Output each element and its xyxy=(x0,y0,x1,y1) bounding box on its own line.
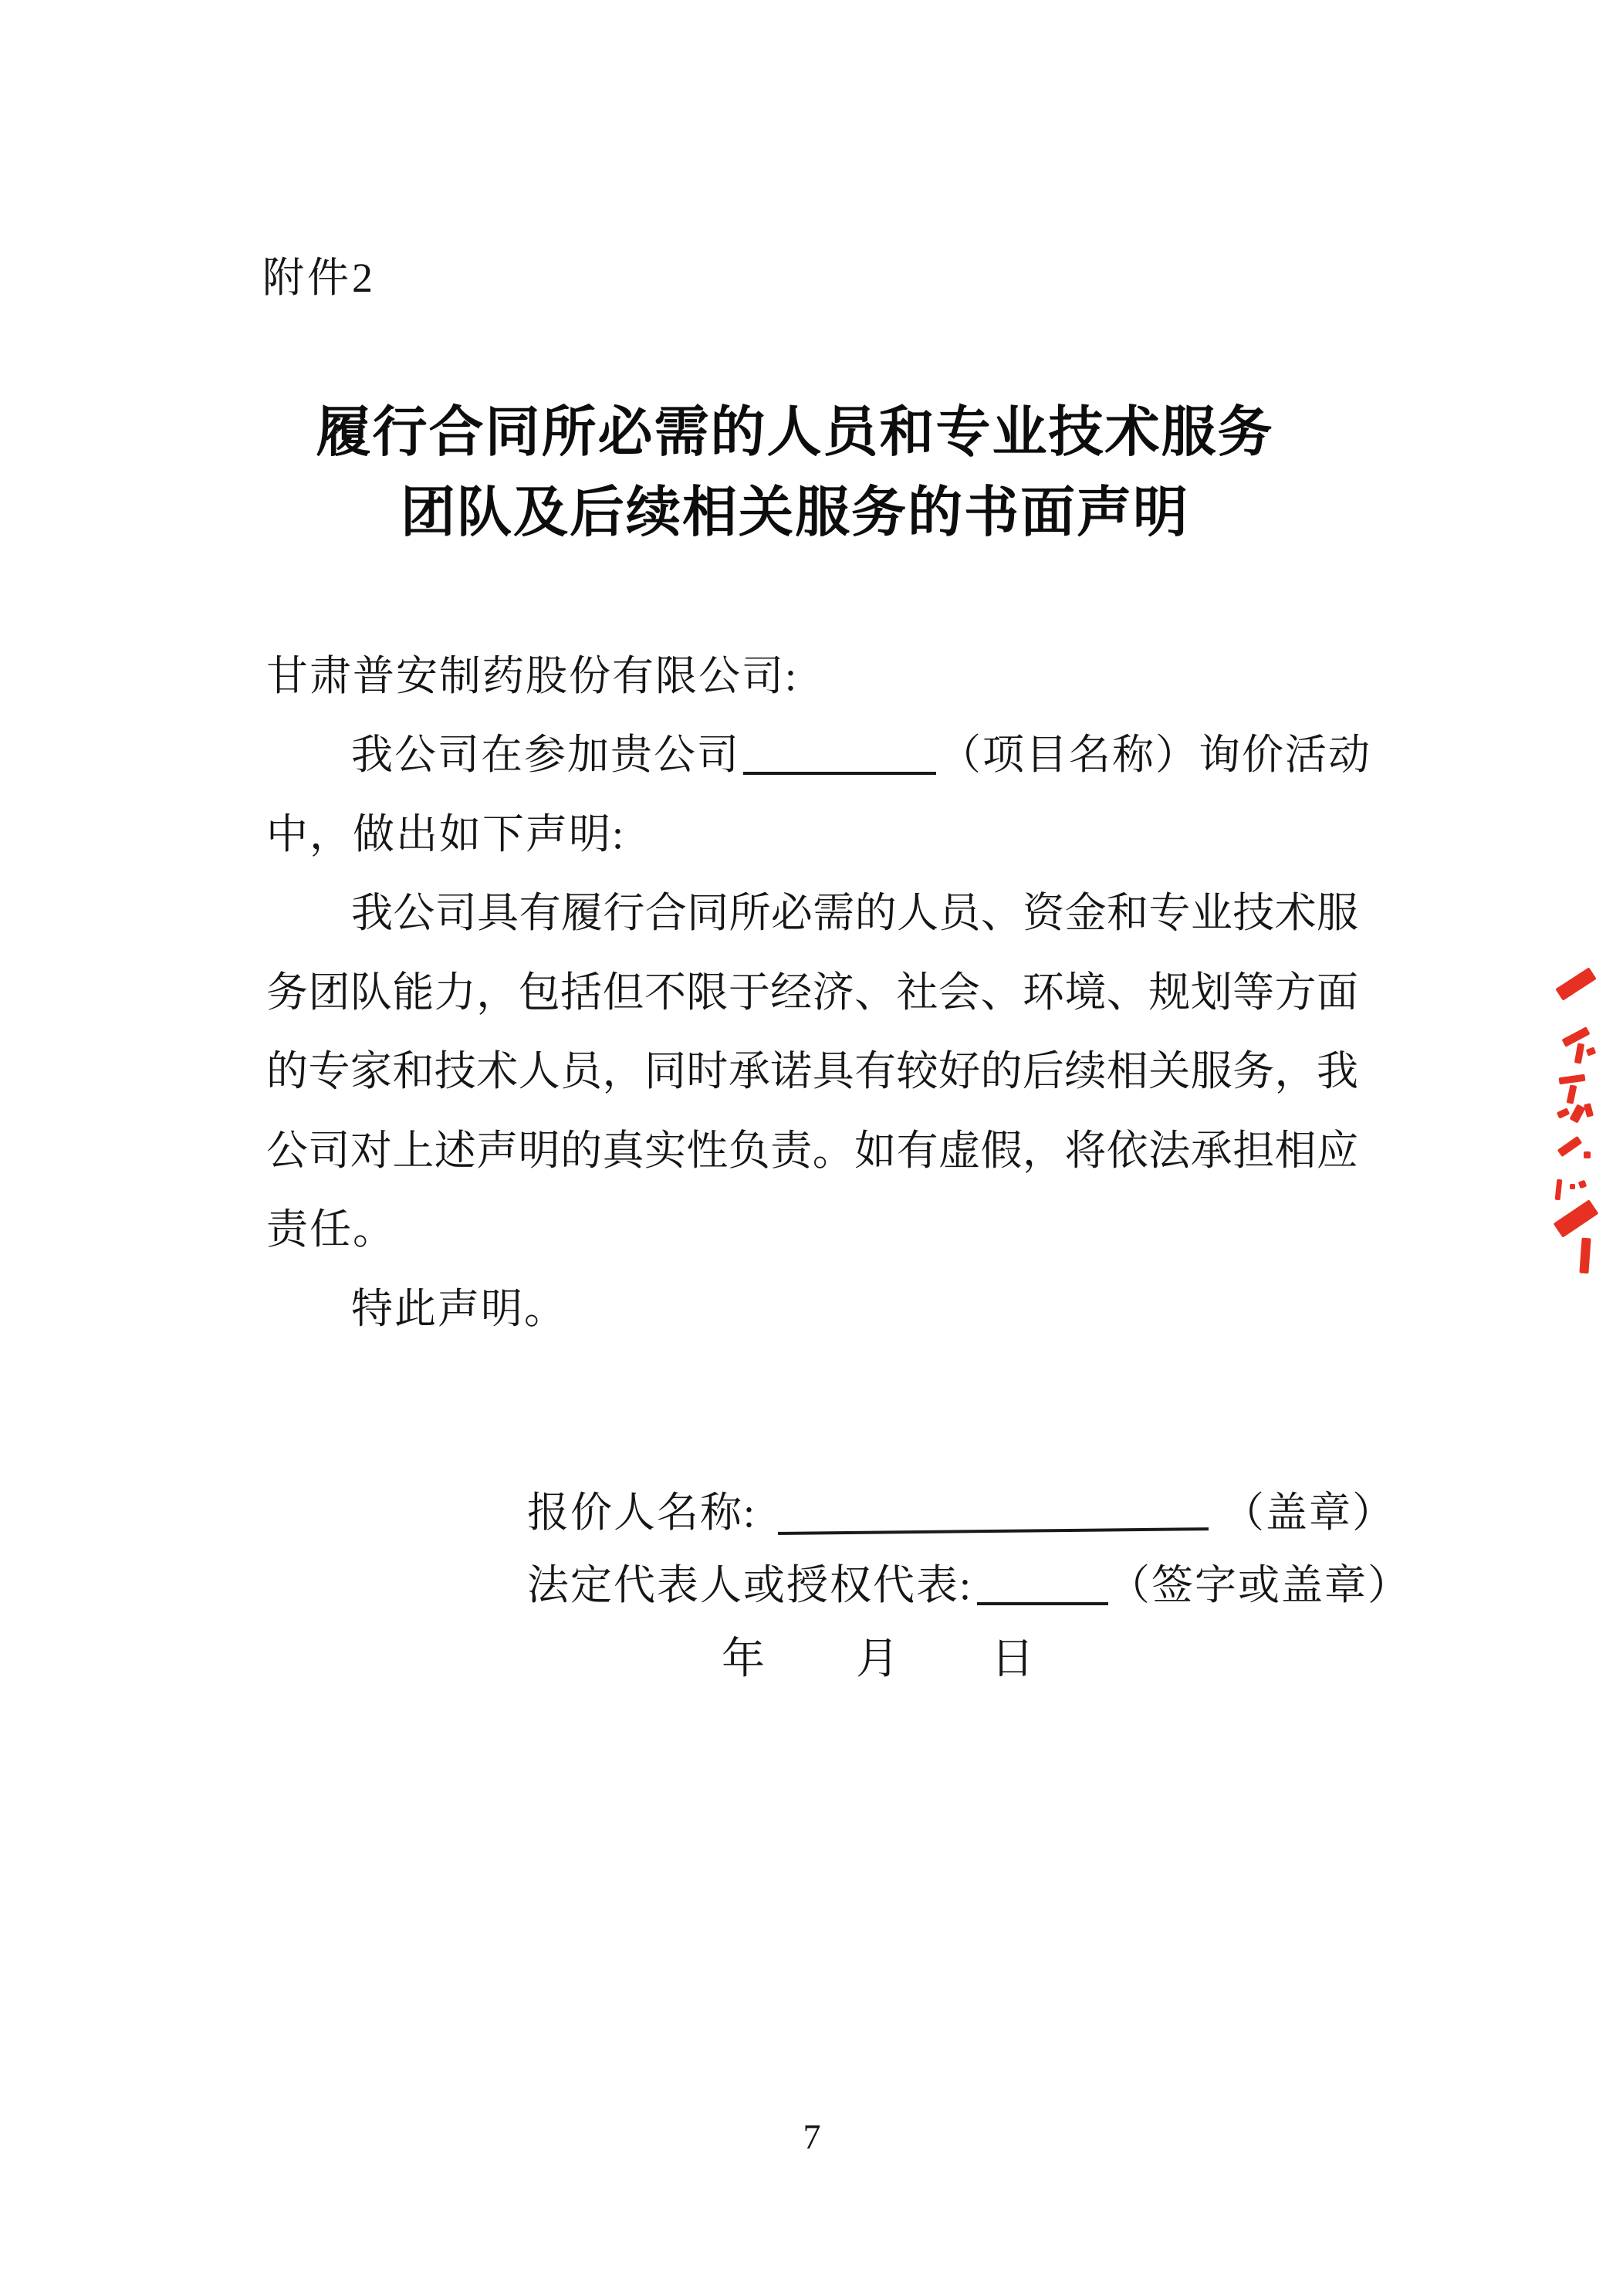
body-paragraph-line: 的专家和技术人员，同时承诺具有较好的后续相关服务，我 xyxy=(266,1048,1358,1094)
body-line-project-pre: 我公司在参加贵公司 xyxy=(351,732,740,778)
seal-stroke xyxy=(1584,1103,1594,1118)
seal-stroke xyxy=(1555,967,1596,1000)
seal-stroke xyxy=(1586,1047,1596,1056)
bidder-name-label: 报价人名称: xyxy=(527,1490,757,1536)
representative-label: 法定代表人或授权代表: xyxy=(527,1562,973,1608)
attachment-label: 附件2 xyxy=(262,255,376,301)
closing-statement: 特此声明。 xyxy=(351,1286,567,1332)
signature-bidder-line xyxy=(527,1490,1395,1536)
blank-underline-representative xyxy=(977,1599,1108,1605)
page-number: 7 xyxy=(803,2117,821,2156)
body-line-project xyxy=(266,732,1371,778)
salutation: 甘肃普安制药股份有限公司: xyxy=(266,653,799,699)
seal-stroke xyxy=(1567,1084,1577,1104)
body-paragraph-line: 我公司具有履行合同所必需的人员、资金和专业技术服 xyxy=(351,890,1358,936)
seal-stroke xyxy=(1579,1238,1591,1274)
seal-stroke xyxy=(1570,1104,1586,1123)
seal-stroke xyxy=(1578,1180,1587,1189)
date-year-label: 年 xyxy=(722,1635,765,1683)
red-seal-fragment-icon xyxy=(1550,966,1611,1290)
seal-note: （盖章） xyxy=(1222,1490,1396,1536)
body-line-project-post: （项目名称）询价活动 xyxy=(939,732,1371,778)
seal-stroke xyxy=(1557,1107,1570,1118)
date-line xyxy=(722,1636,1034,1682)
blank-underline-bidder-name xyxy=(778,1524,1209,1535)
seal-stroke xyxy=(1562,1026,1591,1047)
date-day-label: 日 xyxy=(991,1635,1034,1683)
body-paragraph-line: 务团队能力，包括但不限于经济、社会、环境、规划等方面 xyxy=(266,969,1358,1016)
seal-stroke xyxy=(1557,1136,1583,1157)
seal-stroke xyxy=(1574,1043,1584,1063)
seal-stroke xyxy=(1584,1151,1591,1158)
seal-stroke xyxy=(1555,1179,1563,1201)
blank-underline-project-name xyxy=(743,769,936,775)
body-paragraph-line: 公司对上述声明的真实性负责。如有虚假，将依法承担相应 xyxy=(266,1128,1358,1174)
seal-stroke xyxy=(1554,1199,1599,1238)
body-paragraph-line: 责任。 xyxy=(266,1206,396,1253)
document-title-line1: 履行合同所必需的人员和专业技术服务 xyxy=(316,403,1274,463)
seal-stroke xyxy=(1559,1074,1586,1085)
sign-or-seal-note: （签字或盖章） xyxy=(1108,1562,1412,1608)
body-line-declare-intro: 中，做出如下声明: xyxy=(266,811,626,857)
signature-representative-line xyxy=(527,1562,1411,1608)
seal-stroke xyxy=(1570,1184,1575,1189)
date-month-label: 月 xyxy=(856,1635,899,1683)
document-title-line2: 团队及后续相关服务的书面声明 xyxy=(400,483,1189,543)
